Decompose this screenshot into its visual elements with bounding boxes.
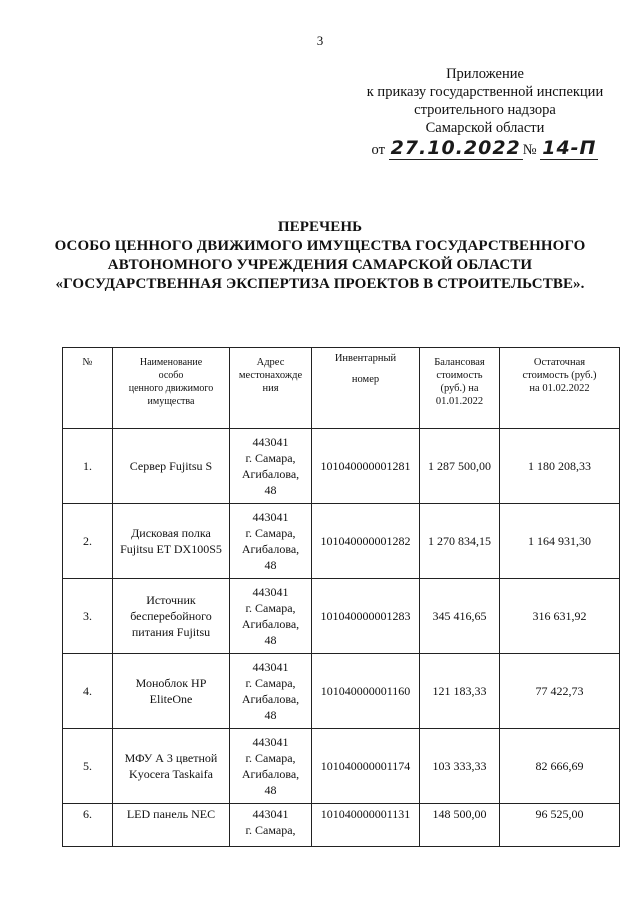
cell-line: питания Fujitsu <box>131 625 211 639</box>
header-line: Балансовая <box>434 357 485 368</box>
cell-line: Сервер Fujitsu S <box>129 459 213 473</box>
cell-balance: 103 333,33 <box>420 729 500 804</box>
cell-line: 48 <box>264 783 277 797</box>
number-sign: № <box>522 142 537 158</box>
cell-balance: 345 416,65 <box>420 579 500 654</box>
cell-line: 48 <box>264 483 277 497</box>
cell-address <box>230 429 312 504</box>
header-name <box>113 348 230 429</box>
cell-line: Агибалова, <box>241 542 300 556</box>
cell-inventory: 101040000001281 <box>312 429 420 504</box>
cell-line: 443041 <box>252 735 289 749</box>
cell-line: Fujitsu ET DX100S5 <box>120 542 222 556</box>
page-number: 3 <box>316 33 324 48</box>
document-title <box>0 218 640 294</box>
cell-inventory: 101040000001160 <box>312 654 420 729</box>
title-line: ОСОБО ЦЕННОГО ДВИЖИМОГО ИМУЩЕСТВА ГОСУДАРСТВЕННОГО <box>54 238 586 254</box>
cell-residual: 82 666,69 <box>500 729 620 804</box>
header-line: Адрес <box>256 357 285 368</box>
cell-inventory: 101040000001282 <box>312 504 420 579</box>
cell-residual: 96 525,00 <box>500 804 620 847</box>
cell-line: 443041 <box>252 510 289 524</box>
cell-line: г. Самара, <box>245 451 296 465</box>
title-line: АВТОНОМНОГО УЧРЕЖДЕНИЯ САМАРСКОЙ ОБЛАСТИ <box>107 257 533 273</box>
header-line: ния <box>262 383 279 394</box>
header-line: ценного движимого <box>128 383 214 394</box>
cell-address <box>230 729 312 804</box>
header-residual <box>500 348 620 429</box>
header-line: 01.01.2022 <box>435 396 484 407</box>
header-num: № <box>63 348 113 429</box>
cell-num: 2. <box>63 504 113 579</box>
cell-name <box>113 579 230 654</box>
cell-name <box>113 429 230 504</box>
cell-line: LED панель NEC <box>126 807 216 821</box>
cell-line: EliteOne <box>149 692 193 706</box>
cell-line: бесперебойного <box>130 609 212 623</box>
cell-line: Источник <box>146 593 196 607</box>
cell-name <box>113 504 230 579</box>
header-line: местонахожде <box>238 370 303 381</box>
header-line: на 01.02.2022 <box>529 383 590 394</box>
table-header-row <box>63 348 620 429</box>
cell-line: 443041 <box>252 807 289 821</box>
cell-num: 6. <box>63 804 113 847</box>
cell-line: г. Самара, <box>245 751 296 765</box>
cell-inventory: 101040000001174 <box>312 729 420 804</box>
table-row <box>63 429 620 504</box>
cell-address <box>230 804 312 847</box>
cell-name <box>113 729 230 804</box>
header-line: Остаточная <box>533 357 586 368</box>
header-line: Наименование <box>139 357 203 368</box>
header-line: стоимость (руб.) <box>522 370 597 381</box>
cell-name <box>113 804 230 847</box>
table-row <box>63 579 620 654</box>
header-balance <box>420 348 500 429</box>
cell-num: 4. <box>63 654 113 729</box>
cell-address <box>230 579 312 654</box>
cell-balance: 1 287 500,00 <box>420 429 500 504</box>
header-inventory <box>312 348 420 429</box>
cell-line: МФУ А 3 цветной <box>124 751 218 765</box>
cell-line: 48 <box>264 708 277 722</box>
cell-line: Агибалова, <box>241 767 300 781</box>
cell-address <box>230 654 312 729</box>
cell-num: 1. <box>63 429 113 504</box>
cell-residual: 316 631,92 <box>500 579 620 654</box>
cell-residual: 1 164 931,30 <box>500 504 620 579</box>
date-prefix: от <box>371 142 385 158</box>
header-line: особо <box>158 370 184 381</box>
cell-balance: 1 270 834,15 <box>420 504 500 579</box>
order-date-line <box>372 139 599 159</box>
cell-line: г. Самара, <box>245 676 296 690</box>
cell-line: Агибалова, <box>241 467 300 481</box>
header-address <box>230 348 312 429</box>
header-line: стоимость <box>436 370 483 381</box>
property-table <box>62 347 620 847</box>
title-line: «ГОСУДАРСТВЕННАЯ ЭКСПЕРТИЗА ПРОЕКТОВ В СТРОИТЕЛЬСТВЕ». <box>55 276 585 292</box>
table-row <box>63 504 620 579</box>
cell-balance: 148 500,00 <box>420 804 500 847</box>
appendix-line: Приложение <box>446 66 524 82</box>
table-row <box>63 804 620 847</box>
handwritten-date: 27.10.2022 <box>390 137 521 159</box>
cell-address <box>230 504 312 579</box>
cell-line: 48 <box>264 558 277 572</box>
cell-num: 3. <box>63 579 113 654</box>
cell-line: 443041 <box>252 660 289 674</box>
handwritten-order-number: 14-П <box>542 137 597 159</box>
cell-line: Агибалова, <box>241 617 300 631</box>
table-row <box>63 654 620 729</box>
cell-balance: 121 183,33 <box>420 654 500 729</box>
appendix-line: к приказу государственной инспекции <box>366 84 604 100</box>
cell-inventory: 101040000001283 <box>312 579 420 654</box>
header-line: Инвентарный <box>334 353 397 364</box>
cell-line: 443041 <box>252 585 289 599</box>
cell-line: 48 <box>264 633 277 647</box>
table-row <box>63 729 620 804</box>
appendix-line: строительного надзора <box>414 102 556 118</box>
cell-line: г. Самара, <box>245 526 296 540</box>
cell-residual: 1 180 208,33 <box>500 429 620 504</box>
header-line: имущества <box>147 396 195 407</box>
cell-line: Дисковая полка <box>131 526 211 540</box>
cell-line: г. Самара, <box>245 823 296 837</box>
cell-line: Kyocera Taskaifa <box>129 767 213 781</box>
cell-residual: 77 422,73 <box>500 654 620 729</box>
cell-inventory: 101040000001131 <box>312 804 420 847</box>
cell-line: г. Самара, <box>245 601 296 615</box>
cell-line: 443041 <box>252 435 289 449</box>
header-line: (руб.) на <box>440 383 479 394</box>
cell-line: Моноблок HP <box>135 676 207 690</box>
title-line: ПЕРЕЧЕНЬ <box>277 219 363 235</box>
appendix-line: Самарской области <box>425 120 545 136</box>
cell-num: 5. <box>63 729 113 804</box>
appendix-block <box>350 65 620 159</box>
header-line: номер <box>351 374 380 385</box>
cell-line: Агибалова, <box>241 692 300 706</box>
cell-name <box>113 654 230 729</box>
